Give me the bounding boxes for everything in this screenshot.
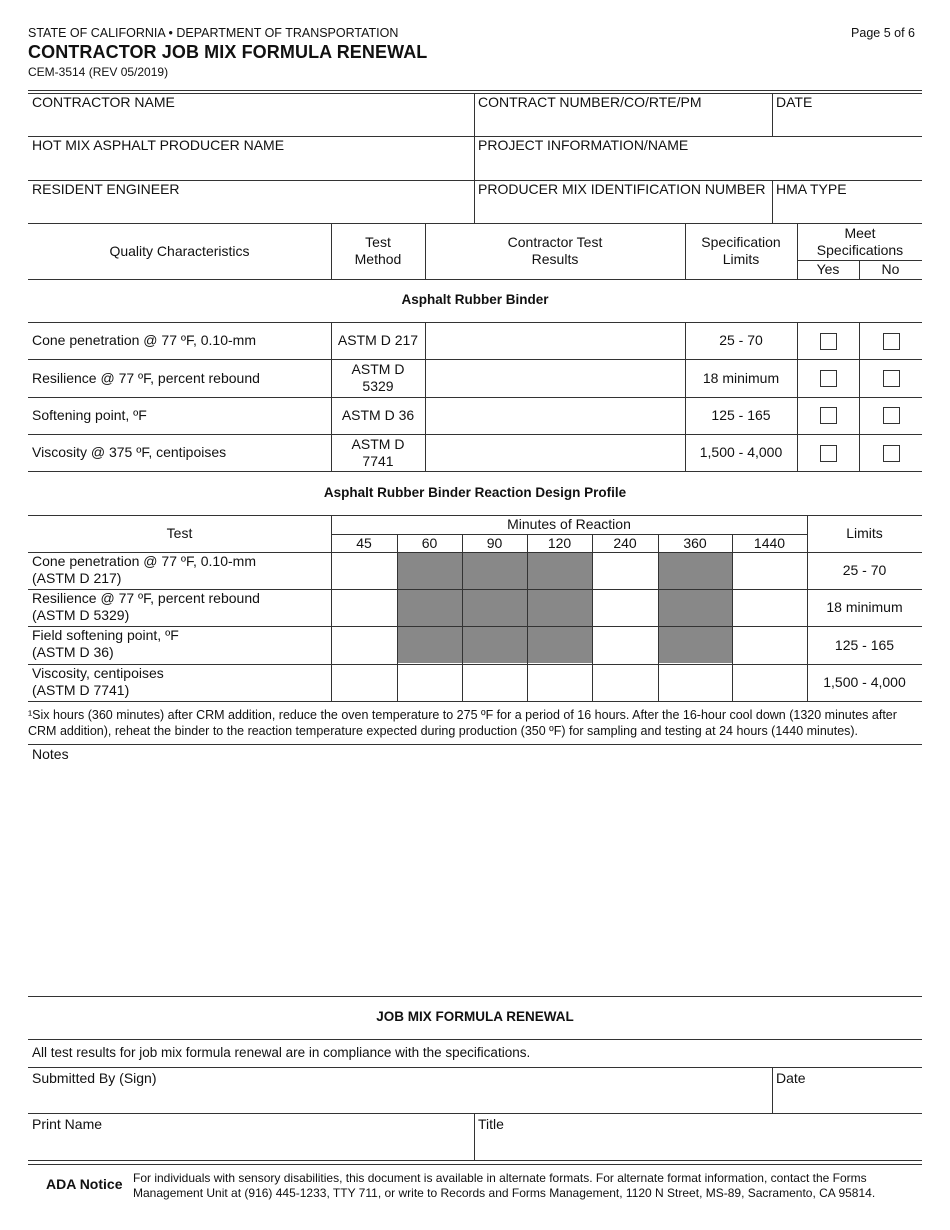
contract-number-field[interactable]: CONTRACT NUMBER/CO/RTE/PM	[478, 94, 702, 110]
divider	[685, 223, 686, 279]
hma-type-field[interactable]: HMA TYPE	[776, 181, 847, 197]
divider	[28, 1164, 922, 1165]
meet-yes-checkbox[interactable]	[820, 333, 837, 350]
profile-test-name: Cone penetration @ 77 ºF, 0.10-mm	[32, 553, 256, 569]
binder-row-limits: 25 - 70	[719, 332, 763, 349]
profile-limits-header: Limits	[846, 525, 883, 542]
shaded-cell	[528, 553, 592, 663]
binder-row-method: ASTM D 217	[337, 332, 419, 349]
contractor-result-input[interactable]	[426, 360, 685, 397]
col-contractor-results: Contractor Test Results	[507, 234, 603, 267]
binder-row-limits: 125 - 165	[711, 407, 771, 424]
divider	[474, 1113, 475, 1160]
contractor-result-input[interactable]	[426, 398, 685, 434]
divider	[28, 1113, 922, 1114]
profile-test-name: Resilience @ 77 ºF, percent rebound	[32, 590, 260, 606]
notes-label: Notes	[32, 746, 69, 762]
meet-no-checkbox[interactable]	[883, 407, 900, 424]
project-info-field[interactable]: PROJECT INFORMATION/NAME	[478, 137, 689, 153]
binder-row-characteristic: Viscosity @ 375 ºF, centipoises	[32, 444, 227, 461]
notes-area[interactable]	[28, 764, 922, 994]
binder-row-method: ASTM D 7741	[351, 435, 405, 469]
divider	[28, 279, 922, 280]
binder-row-method: ASTM D 5329	[351, 361, 405, 394]
contractor-result-input[interactable]	[426, 435, 685, 471]
agency-name: STATE OF CALIFORNIA • DEPARTMENT OF TRANSPORTATION	[28, 26, 399, 40]
divider	[28, 90, 922, 91]
divider	[28, 701, 922, 702]
shaded-cell	[463, 553, 527, 663]
shaded-cell	[398, 553, 462, 663]
profile-test-name: Viscosity, centipoises	[32, 665, 164, 681]
binder-row-characteristic: Resilience @ 77 ºF, percent rebound	[32, 369, 260, 386]
divider	[331, 626, 807, 627]
divider	[527, 552, 528, 664]
footnote: ¹Six hours (360 minutes) after CRM addition, reduce the oven temperature to 275 ºF for a period of 16 hours. After the 16-hour cool down (1320 minutes after CRM addition), reheat the binder to the reaction temperature expected during production (350 ºF) for sampling and testing at 24 hours (1440 minutes).	[28, 708, 897, 738]
page-number: Page 5 of 6	[851, 26, 915, 40]
minute-col-header: 45	[356, 534, 372, 551]
minute-col-header: 360	[683, 534, 707, 551]
title-field[interactable]: Title	[478, 1116, 504, 1132]
divider	[462, 552, 463, 664]
meet-no-checkbox[interactable]	[883, 370, 900, 387]
profile-test-header: Test	[166, 525, 193, 542]
binder-row-characteristic: Softening point, ºF	[32, 407, 147, 424]
profile-row-limits: 25 - 70	[842, 562, 887, 579]
col-meet-specs: Meet Specifications	[816, 224, 904, 258]
shaded-cell	[659, 553, 732, 663]
profile-minutes-header: Minutes of Reaction	[507, 516, 631, 533]
profile-test-method: (ASTM D 5329)	[32, 607, 130, 623]
producer-mix-id-field[interactable]: PRODUCER MIX IDENTIFICATION NUMBER	[478, 181, 766, 197]
form-title: CONTRACTOR JOB MIX FORMULA RENEWAL	[28, 42, 428, 62]
divider	[28, 996, 922, 997]
divider	[28, 1067, 922, 1068]
profile-row-test	[32, 590, 260, 624]
divider	[772, 180, 773, 223]
divider	[28, 471, 922, 472]
renewal-section-title: JOB MIX FORMULA RENEWAL	[376, 1009, 574, 1024]
divider	[331, 223, 332, 279]
print-name-field[interactable]: Print Name	[32, 1116, 103, 1132]
col-spec-limits: Specification Limits	[701, 234, 781, 267]
divider	[28, 1039, 922, 1040]
col-test-method: Test Method	[354, 234, 402, 267]
col-no: No	[881, 261, 900, 278]
submitted-by-field[interactable]: Submitted By (Sign)	[32, 1070, 157, 1086]
ada-notice-label: ADA Notice	[46, 1176, 123, 1192]
minute-col-header: 1440	[753, 534, 786, 551]
binder-row-limits: 18 minimum	[702, 369, 780, 386]
contractor-name-field[interactable]: CONTRACTOR NAME	[32, 94, 175, 110]
meet-yes-checkbox[interactable]	[820, 445, 837, 462]
divider	[28, 1160, 922, 1161]
profile-row-limits: 125 - 165	[834, 636, 895, 653]
divider	[859, 322, 860, 471]
col-quality-characteristics: Quality Characteristics	[109, 242, 250, 259]
divider	[331, 589, 807, 590]
minute-col-header: 90	[486, 534, 503, 551]
profile-test-name: Field softening point, ºF	[32, 627, 179, 643]
binder-row-characteristic: Cone penetration @ 77 ºF, 0.10-mm	[32, 332, 256, 349]
renewal-statement: All test results for job mix formula renewal are in compliance with the specifications.	[32, 1045, 531, 1060]
divider	[772, 1067, 773, 1113]
profile-section-title: Asphalt Rubber Binder Reaction Design Profile	[323, 485, 627, 500]
minute-col-header: 60	[421, 534, 438, 551]
divider	[425, 223, 426, 279]
hma-producer-field[interactable]: HOT MIX ASPHALT PRODUCER NAME	[32, 137, 285, 153]
meet-no-checkbox[interactable]	[883, 333, 900, 350]
profile-row-test	[32, 665, 164, 699]
meet-no-checkbox[interactable]	[883, 445, 900, 462]
binder-row-limits: 1,500 - 4,000	[699, 444, 783, 461]
renewal-date-field[interactable]: Date	[776, 1070, 806, 1086]
resident-engineer-field[interactable]: RESIDENT ENGINEER	[32, 181, 180, 197]
divider	[772, 93, 773, 136]
minute-col-header: 240	[613, 534, 637, 551]
ada-notice-text: For individuals with sensory disabilities, this document is available in alternate formats. For alternate format information, contact the Forms Management Unit at (916) 445-1233, TTY 711, or write to Records and Forms Management, 1120 N Street, MS-89, Sacramento, CA 95814.	[133, 1171, 876, 1200]
meet-yes-checkbox[interactable]	[820, 407, 837, 424]
meet-yes-checkbox[interactable]	[820, 370, 837, 387]
binder-row-method: ASTM D 36	[341, 407, 415, 424]
binder-section-title: Asphalt Rubber Binder	[401, 292, 549, 307]
profile-row-test	[32, 627, 179, 661]
profile-row-limits: 18 minimum	[826, 599, 903, 616]
contractor-result-input[interactable]	[426, 323, 685, 359]
minute-col-header: 120	[547, 534, 572, 551]
profile-test-method: (ASTM D 7741)	[32, 682, 130, 698]
form-number: CEM-3514 (REV 05/2019)	[28, 65, 169, 79]
divider	[474, 93, 475, 223]
divider	[732, 534, 733, 701]
divider	[28, 744, 922, 745]
profile-test-method: (ASTM D 217)	[32, 570, 122, 586]
profile-test-method: (ASTM D 36)	[32, 644, 114, 660]
divider	[592, 534, 593, 701]
col-yes: Yes	[816, 261, 840, 278]
profile-row-limits: 1,500 - 4,000	[823, 674, 906, 691]
date-field[interactable]: DATE	[776, 94, 813, 110]
profile-row-test	[32, 553, 256, 587]
divider	[797, 322, 798, 471]
